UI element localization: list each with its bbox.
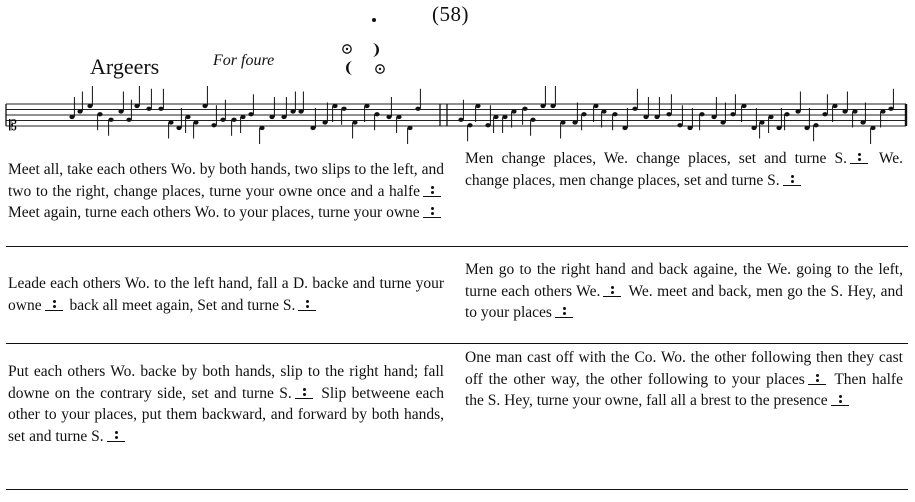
instruction-text: Men go to the right hand and back againe, the We. going to the left, turne each others We. — [465, 261, 903, 300]
note-head — [240, 115, 245, 119]
note-head — [134, 104, 139, 108]
note-head — [407, 126, 412, 130]
note-head — [795, 109, 800, 113]
note-head — [211, 123, 216, 127]
repeat-mark — [298, 299, 316, 311]
divider-rule — [6, 343, 908, 344]
note-head — [666, 112, 671, 116]
note-head — [832, 104, 837, 108]
repeat-mark — [423, 206, 441, 218]
divider-rule — [6, 246, 908, 247]
instruction-left-2 — [8, 273, 444, 316]
note-head — [248, 112, 253, 116]
dance-subtitle: For foure — [213, 52, 275, 69]
note-head — [699, 112, 704, 116]
instruction-left-3 — [8, 361, 444, 447]
note-head — [220, 118, 225, 122]
note-head — [493, 115, 498, 119]
instruction-text: We. meet and back, men go the S. Hey, and to your places — [465, 282, 903, 321]
repeat-mark — [45, 299, 63, 311]
instruction-left-1 — [8, 159, 444, 224]
repeat-mark — [423, 185, 441, 197]
instruction-text: Meet again, turne each others Wo. to your places, turne your owne — [8, 204, 420, 221]
note-head — [87, 104, 92, 108]
note-head — [231, 118, 236, 122]
note-head — [654, 115, 659, 119]
note-head — [842, 109, 847, 113]
instruction-text: Men change places, We. change places, set and turne S. — [465, 150, 848, 167]
note-head — [730, 112, 735, 116]
instruction-right-3 — [465, 347, 903, 412]
page-number: (58) — [432, 2, 469, 26]
note-head — [530, 118, 535, 122]
note-head — [485, 123, 490, 127]
note-head — [768, 115, 773, 119]
note-head — [741, 104, 746, 108]
repeat-mark — [603, 285, 621, 297]
note-head — [560, 120, 565, 124]
note-head — [176, 126, 181, 130]
repeat-mark — [107, 430, 125, 442]
instruction-right-2 — [465, 259, 903, 324]
note-head — [870, 126, 875, 130]
dance-formation-diagram — [338, 40, 394, 80]
dance-title: Argeers — [90, 54, 160, 79]
note-head — [759, 120, 764, 124]
note-head — [511, 109, 516, 113]
instruction-text: One man cast off with the Co. Wo. the other following then they cast off the other way, the other following to your places — [465, 349, 903, 388]
ornament-dot — [372, 18, 376, 22]
instruction-text: We. change places, men change places, set and turne S. — [465, 150, 903, 189]
note-head — [185, 115, 190, 119]
note-head — [677, 123, 682, 127]
repeat-mark — [295, 387, 313, 399]
note-head — [322, 120, 327, 124]
music-staff — [0, 82, 912, 144]
instruction-text: Slip betweene each other to your places, put them backward, and forward by both hands, set and turne S. — [8, 384, 445, 445]
note-head — [888, 107, 893, 111]
note-head — [784, 112, 789, 116]
note-head — [467, 123, 472, 127]
note-head — [751, 126, 756, 130]
note-head — [593, 104, 598, 108]
instruction-text: Leade each others Wo. to the left hand, fall a D. backe and turne your owne — [8, 275, 444, 314]
note-head — [298, 109, 303, 113]
note-head — [158, 107, 163, 111]
note-head — [581, 112, 586, 116]
note-head — [540, 104, 545, 108]
note-head — [341, 107, 346, 111]
note-head — [880, 109, 885, 113]
man-symbol-bottom-left — [346, 61, 353, 75]
note-head — [860, 120, 865, 124]
note-head — [813, 123, 818, 127]
note-head — [622, 126, 627, 130]
note-head — [168, 120, 173, 124]
note-head — [269, 115, 274, 119]
divider-rule — [6, 489, 908, 490]
note-head — [475, 104, 480, 108]
note-head — [776, 126, 781, 130]
repeat-mark — [850, 152, 868, 164]
note-head — [572, 120, 577, 124]
note-head — [97, 112, 102, 116]
note-head — [852, 109, 857, 113]
note-head — [77, 109, 82, 113]
instruction-right-1 — [465, 148, 903, 191]
note-head — [601, 109, 606, 113]
note-head — [822, 112, 827, 116]
note-head — [193, 120, 198, 124]
note-head — [259, 126, 264, 130]
instruction-text: back all meet again, Set and turne S. — [69, 296, 296, 314]
repeat-mark — [808, 373, 826, 385]
repeat-mark — [555, 306, 573, 318]
note-head — [804, 126, 809, 130]
note-head — [290, 109, 295, 113]
note-head — [352, 120, 357, 124]
note-head — [687, 126, 692, 130]
note-head — [632, 107, 637, 111]
note-head — [643, 115, 648, 119]
note-head — [396, 115, 401, 119]
note-head — [612, 112, 617, 116]
note-head — [108, 118, 113, 122]
note-head — [146, 107, 151, 111]
note-head — [550, 104, 555, 108]
note-head — [310, 126, 315, 130]
note-head — [711, 115, 716, 119]
note-head — [720, 120, 725, 124]
note-head — [126, 118, 131, 122]
note-head — [386, 115, 391, 119]
note-head — [415, 107, 420, 111]
note-head — [374, 112, 379, 116]
note-head — [118, 109, 123, 113]
note-head — [502, 115, 507, 119]
note-head — [522, 107, 527, 111]
instruction-text: Meet all, take each others Wo. by both hands, two slips to the left, and two to the right, change places, turne your owne once and a halfe — [8, 161, 444, 200]
note-head — [364, 104, 369, 108]
man-symbol-top-right — [372, 43, 379, 57]
note-head — [332, 104, 337, 108]
repeat-mark — [831, 394, 849, 406]
instruction-text: Put each others Wo. backe by both hands, slip to the right hand; fall downe on the contrary side, set and turne S. — [8, 363, 444, 402]
note-head — [281, 115, 286, 119]
note-head — [69, 115, 74, 119]
note-head — [458, 118, 463, 122]
note-head — [202, 104, 207, 108]
repeat-mark — [783, 174, 801, 186]
clef-symbol: 𝄡 — [9, 118, 17, 134]
instruction-text: Then halfe the S. Hey, turne your owne, fall all a brest to the presence — [465, 370, 903, 409]
